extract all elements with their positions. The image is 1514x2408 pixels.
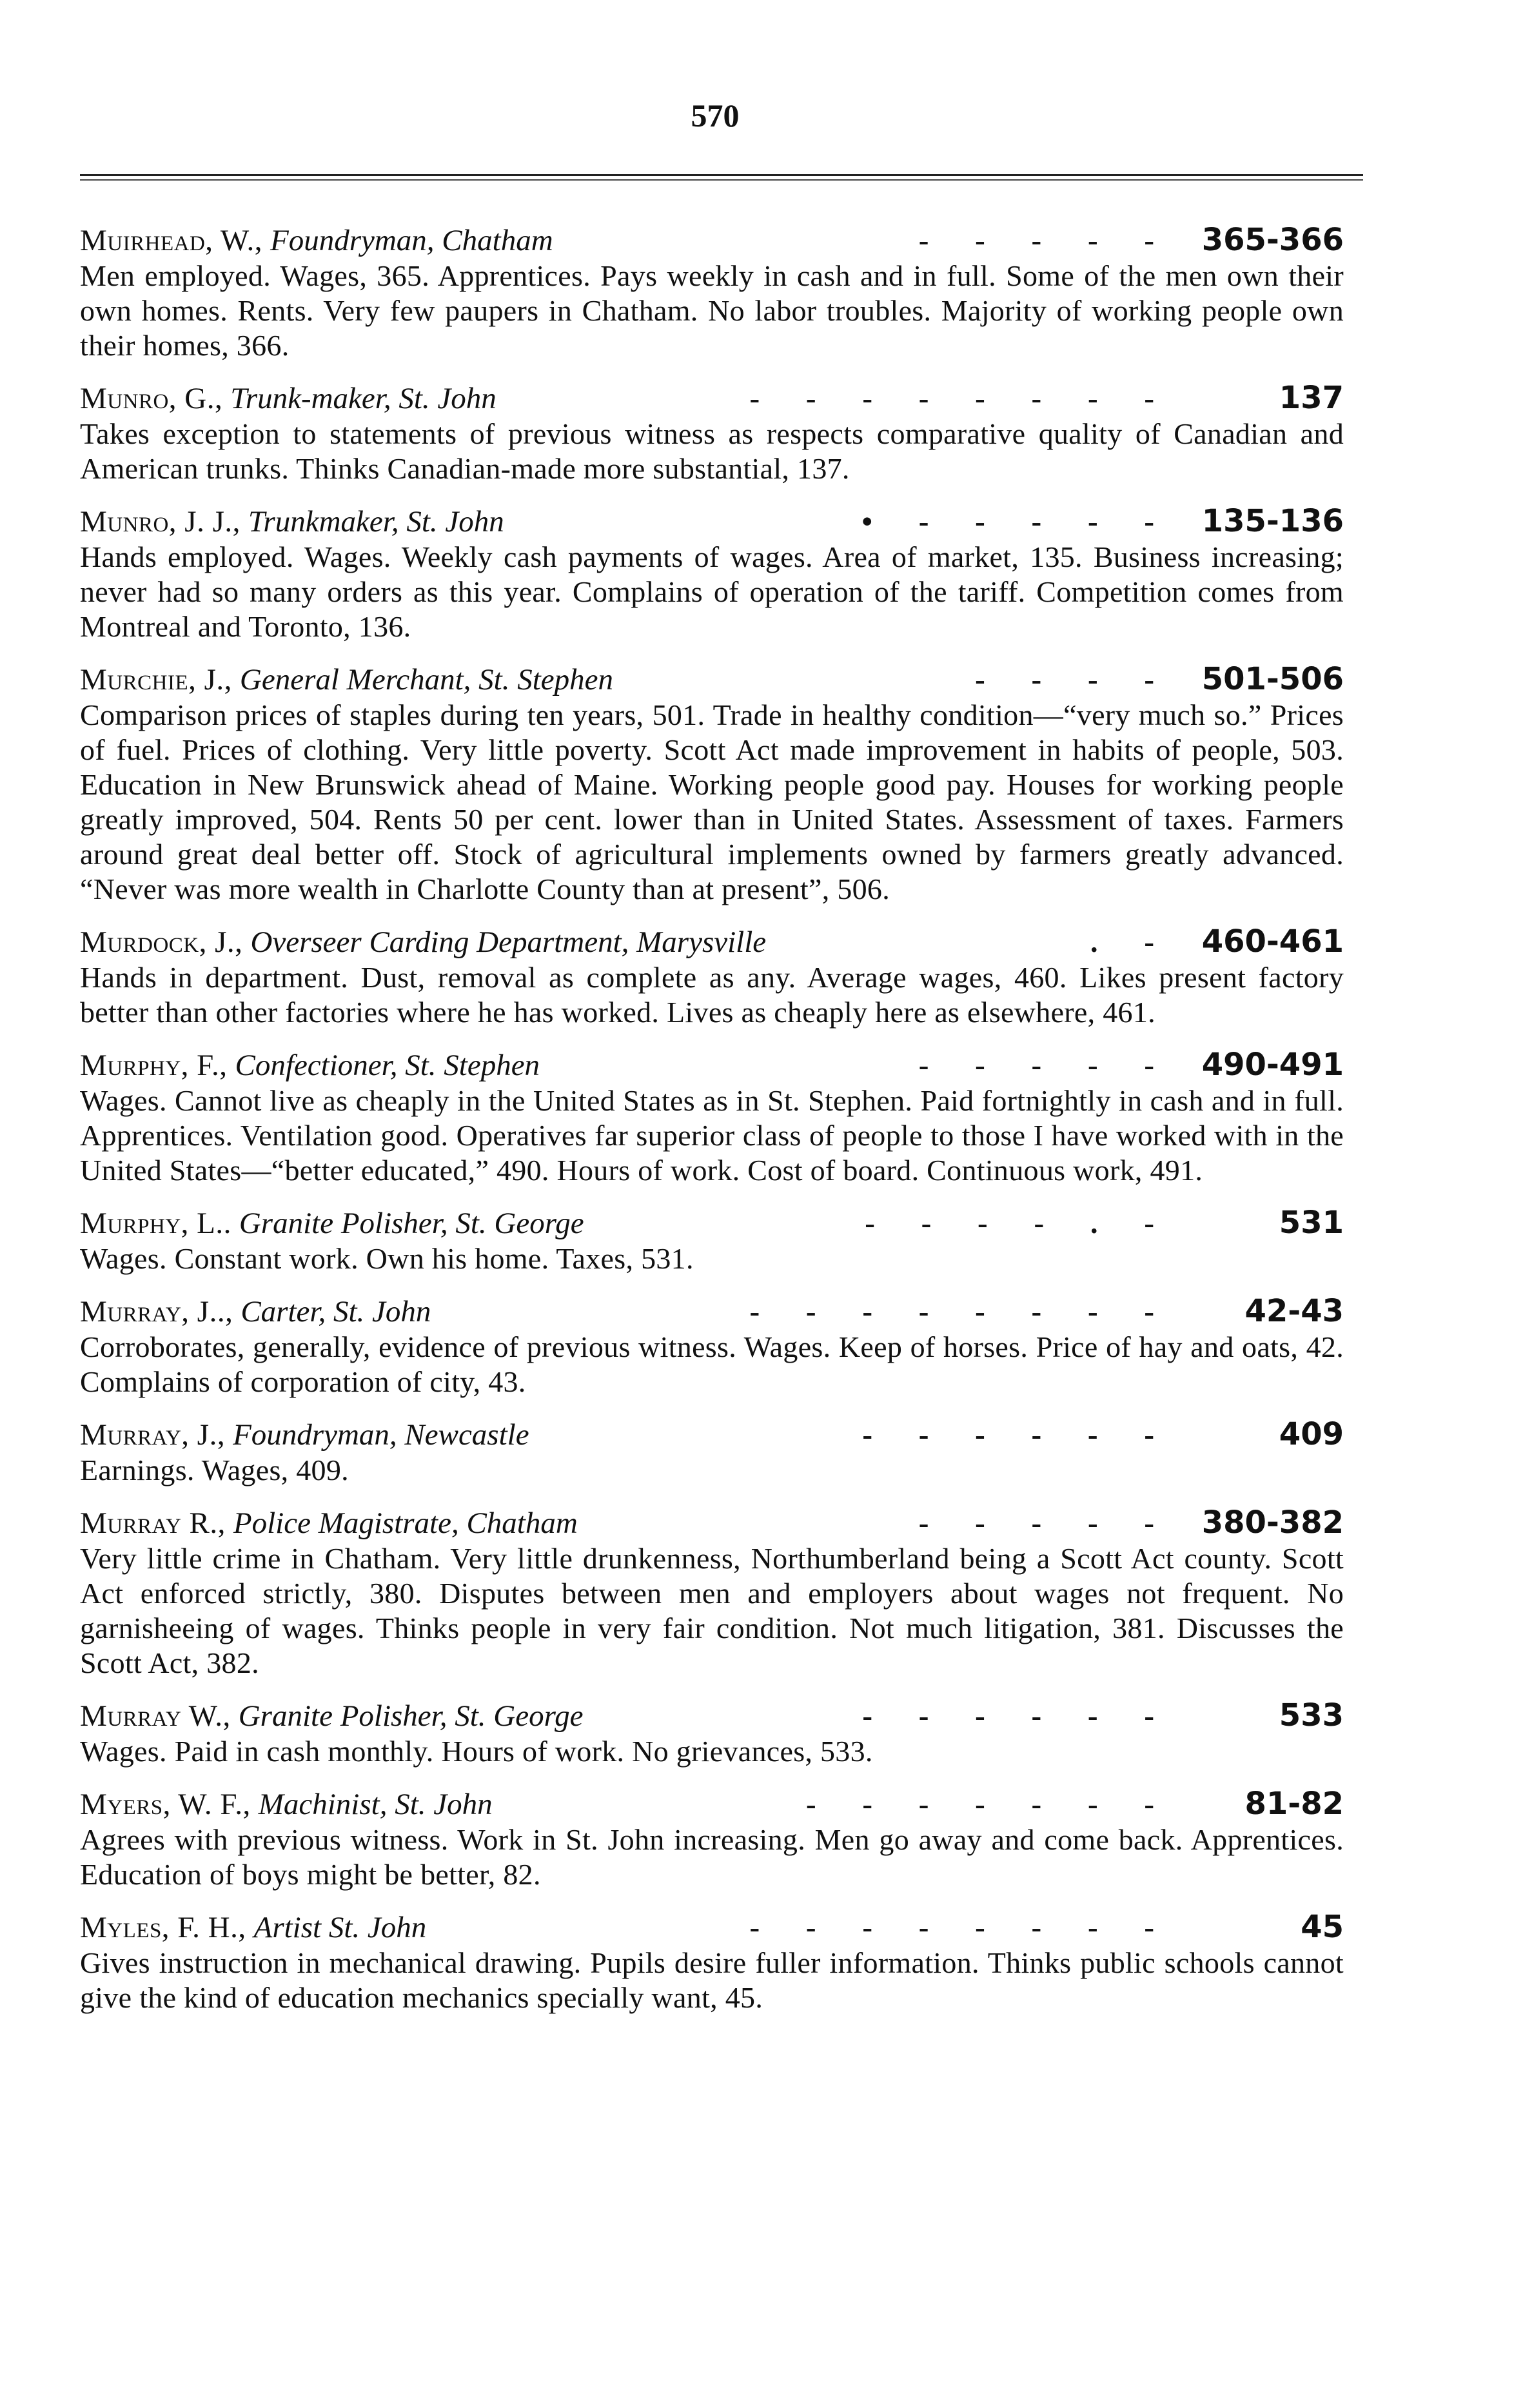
index-entries: [80, 222, 1344, 2015]
index-entry: [80, 503, 1344, 644]
entry-summary: Gives instruction in mechanical drawing. Pupils desire fuller information. Thinks public schools cannot give the kind of education mechanics specially want, 45.: [80, 1946, 1344, 2014]
witness-name: Murray W.,: [80, 1699, 231, 1733]
index-entry: [80, 1205, 1344, 1276]
dot-leader: - - - - - - - -: [749, 1295, 1174, 1328]
witness-occupation: Police Magistrate, Chatham: [233, 1506, 578, 1540]
index-entry: [80, 661, 1344, 907]
page-reference: 409: [1279, 1416, 1344, 1452]
index-entry: [80, 1909, 1344, 2015]
witness-name: Murray, J..,: [80, 1295, 233, 1328]
witness-name: Murdock, J.,: [80, 925, 243, 959]
page-reference: 460-461: [1201, 923, 1344, 960]
witness-occupation: Foundryman, Chatham: [270, 224, 553, 257]
entry-heading: [80, 222, 1344, 259]
page-reference: 42-43: [1244, 1293, 1344, 1329]
dot-leader: - - - -: [975, 663, 1174, 696]
witness-name: Murray, J.,: [80, 1418, 226, 1452]
index-entry: [80, 1047, 1344, 1188]
entry-summary: Earnings. Wages, 409.: [80, 1454, 349, 1486]
index-entry: [80, 1505, 1344, 1681]
entry-heading: [80, 1786, 1344, 1822]
witness-occupation: Granite Polisher, St. George: [238, 1699, 584, 1733]
index-entry: [80, 380, 1344, 486]
dot-leader: - - - - - - - -: [749, 382, 1174, 415]
witness-name: Murphy, F.,: [80, 1049, 228, 1082]
witness-occupation: Granite Polisher, St. George: [239, 1207, 584, 1240]
entry-heading: [80, 1205, 1344, 1241]
page-reference: 380-382: [1201, 1505, 1344, 1541]
document-page: [80, 97, 1344, 2032]
entry-summary: Comparison prices of staples during ten years, 501. Trade in healthy condition—“very much so.” Prices of fuel. Prices of clothing. Very little poverty. Scott Act made improvement in habits of people, 503. Education in New Brunswick ahead of Maine. Working people good pay. Houses for working people greatly improved, 504. Rents 50 per cent. lower than in United States. Assessment of taxes. Farmers around great deal better off. Stock of agricultural implements owned by farmers greatly advanced. “Never was more wealth in Charlotte County than at present”, 506.: [80, 698, 1344, 905]
witness-name: Murray R.,: [80, 1506, 226, 1540]
page-reference: 531: [1279, 1205, 1344, 1241]
dot-leader: • - - - - -: [861, 505, 1174, 538]
page-reference: 45: [1301, 1909, 1344, 1945]
witness-name: Myers, W. F.,: [80, 1788, 251, 1821]
entry-heading: [80, 1047, 1344, 1083]
witness-occupation: Trunk-maker, St. John: [230, 382, 496, 415]
dot-leader: - - - - . -: [865, 1207, 1174, 1240]
dot-leader: - - - - - -: [862, 1699, 1174, 1733]
entry-heading: [80, 1909, 1344, 1946]
witness-name: Murphy, L..: [80, 1207, 231, 1240]
entry-summary: Corroborates, generally, evidence of previous witness. Wages. Keep of horses. Price of hay and oats, 42. Complains of corporation of city, 43.: [80, 1330, 1344, 1398]
entry-heading: [80, 1416, 1344, 1453]
entry-summary: Agrees with previous witness. Work in St. John increasing. Men go away and come back. Apprentices. Education of boys might be better, 82.: [80, 1823, 1344, 1891]
dot-leader: - - - - -: [918, 224, 1174, 257]
witness-occupation: Overseer Carding Department, Marysville: [250, 925, 767, 959]
entry-summary: Very little crime in Chatham. Very little drunkenness, Northumberland being a Scott Act county. Scott Act enforced strictly, 380. Disputes between men and employers about wages not frequent. No garnisheeing of wages. Thinks people in very fair condition. Not much litigation, 381. Discusses the Scott Act, 382.: [80, 1542, 1344, 1679]
dot-leader: - - - - - - - -: [749, 1911, 1174, 1944]
entry-heading: [80, 380, 1344, 417]
entry-heading: [80, 1505, 1344, 1541]
dot-leader: - - - - -: [918, 1506, 1174, 1540]
witness-occupation: Carter, St. John: [241, 1295, 431, 1328]
entry-heading: [80, 503, 1344, 540]
page-number: 570: [691, 97, 740, 133]
page-reference: 365-366: [1201, 222, 1344, 258]
entry-heading: [80, 923, 1344, 960]
index-entry: [80, 923, 1344, 1030]
index-entry: [80, 222, 1344, 363]
header-rule-secondary: [80, 179, 1363, 181]
entry-heading: [80, 1697, 1344, 1734]
witness-occupation: General Merchant, St. Stephen: [239, 663, 613, 696]
page-reference: 135-136: [1201, 503, 1344, 539]
dot-leader: . -: [1090, 925, 1174, 959]
index-entry: [80, 1786, 1344, 1892]
entry-summary: Hands in department. Dust, removal as complete as any. Average wages, 460. Likes present factory better than other factories where he has worked. Lives as cheaply here as elsewhere, 461.: [80, 961, 1344, 1029]
entry-summary: Hands employed. Wages. Weekly cash payments of wages. Area of market, 135. Business increasing; never had so many orders as this year. Complains of operation of the tariff. Competition comes from Montreal and Toronto, 136.: [80, 540, 1344, 643]
entry-summary: Wages. Paid in cash monthly. Hours of work. No grievances, 533.: [80, 1735, 873, 1768]
witness-occupation: Foundryman, Newcastle: [233, 1418, 529, 1452]
index-entry: [80, 1293, 1344, 1399]
header-rule: [80, 174, 1363, 176]
page-reference: 81-82: [1244, 1786, 1344, 1822]
witness-name: Murchie, J.,: [80, 663, 232, 696]
witness-occupation: Trunkmaker, St. John: [248, 505, 504, 538]
witness-name: Myles, F. H.,: [80, 1911, 246, 1944]
entry-heading: [80, 1293, 1344, 1330]
witness-name: Muirhead, W.,: [80, 224, 262, 257]
witness-name: Munro, J. J.,: [80, 505, 241, 538]
entry-summary: Wages. Constant work. Own his home. Taxes, 531.: [80, 1242, 694, 1275]
witness-occupation: Confectioner, St. Stephen: [235, 1049, 540, 1082]
dot-leader: - - - - - -: [862, 1418, 1174, 1452]
index-entry: [80, 1416, 1344, 1488]
page-reference: 533: [1279, 1697, 1344, 1733]
entry-summary: Takes exception to statements of previous witness as respects comparative quality of Canadian and American trunks. Thinks Canadian-made more substantial, 137.: [80, 417, 1344, 485]
page-reference: 501-506: [1201, 661, 1344, 697]
entry-summary: Men employed. Wages, 365. Apprentices. Pays weekly in cash and in full. Some of the men own their own homes. Rents. Very few paupers in Chatham. No labor troubles. Majority of working people own their homes, 366.: [80, 259, 1344, 362]
page-reference: 490-491: [1201, 1047, 1344, 1083]
dot-leader: - - - - -: [918, 1049, 1174, 1082]
index-entry: [80, 1697, 1344, 1769]
dot-leader: - - - - - - -: [805, 1788, 1174, 1821]
entry-heading: [80, 661, 1344, 698]
witness-occupation: Machinist, St. John: [258, 1788, 493, 1821]
page-reference: 137: [1279, 380, 1344, 416]
witness-occupation: Artist St. John: [253, 1911, 427, 1944]
entry-summary: Wages. Cannot live as cheaply in the United States as in St. Stephen. Paid fortnightly in cash and in full. Apprentices. Ventilation good. Operatives far superior class of people to those I have worked with in the United States—“better educated,” 490. Hours of work. Cost of board. Continuous work, 491.: [80, 1084, 1344, 1187]
witness-name: Munro, G.,: [80, 382, 223, 415]
